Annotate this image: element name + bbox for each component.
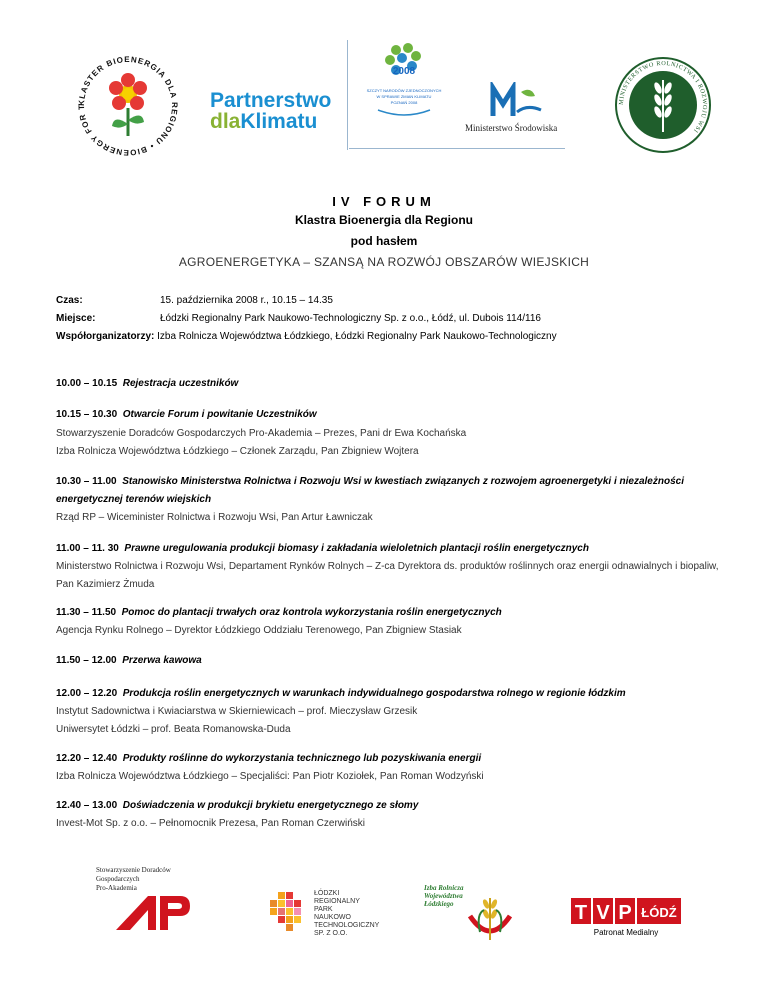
proakademia-line-1: Stowarzyszenie Doradców [96,866,171,874]
session-detail: Stowarzyszenie Doradców Gospodarczych Pro-Akademia – Prezes, Pani dr Ewa Kochańska [56,428,467,439]
czas-label: Czas: [56,295,83,306]
session-time: 11.50 – 12.00 [56,655,117,666]
session-name-cont: energetycznej terenów wiejskich [56,494,212,505]
wspolorganizatorzy-label: Współorganizatorzy: [56,331,155,342]
svg-text:P: P [618,902,632,924]
session-name: Prawne uregulowania produkcji biomasy i zakładania wieloletnich plantacji roślin energetycznych [124,543,589,554]
session-name: Rejestracja uczestników [122,378,239,389]
session-name: Otwarcie Forum i powitanie Uczestników [122,409,317,420]
proakademia-line-2: Gospodarczych [96,875,140,883]
cop-line-3: POZNAŃ 2008 [390,100,418,105]
session-time: 11.00 – 11. 30 [56,543,119,554]
miejsce-value: Łódzki Regionalny Park Naukowo-Technologiczny Sp. z o.o., Łódź, ul. Dubois 114/116 [160,313,541,324]
session-detail: Pan Kazimierz Żmuda [56,579,155,590]
cop-year: 2008 [392,66,416,77]
session-detail: Uniwersytet Łódzki – prof. Beata Romanowska-Duda [56,724,291,735]
miejsce-label: Miejsce: [56,313,96,324]
header-divider-vertical [347,40,348,150]
session-7 [56,688,626,699]
session-detail: Rząd RP – Wiceminister Rolnictwa i Rozwoju Wsi, Pan Artur Ławniczak [56,512,373,523]
tvp-lodz-label: ŁÓDŹ [641,905,677,920]
klaster-bioenergia-logo [74,52,182,160]
wspolorganizatorzy-row [56,331,557,342]
session-name: Produkcja roślin energetycznych w warunkach indywidualnego gospodarstwa rolnego w regionie łódzkim [122,688,626,699]
svg-text:V: V [596,902,610,924]
cop-line-1: SZCZYT NARODÓW ZJEDNOCZONYCH [366,88,442,93]
session-detail: Izba Rolnicza Województwa Łódzkiego – Członek Zarządu, Pan Zbigniew Wojtera [56,446,419,457]
session-8 [56,753,481,764]
cluster-name: Klastra Bioenergia dla Regionu [294,213,474,227]
cop14-poznan-logo [356,40,452,130]
cop-line-2: W SPRAWIE ZMIAN KLIMATU [376,94,432,99]
session-3 [56,476,684,487]
lrpnt-line-3: NAUKOWO [314,914,351,921]
session-name: Przerwa kawowa [122,655,202,666]
session-detail: Agencja Rynku Rolnego – Dyrektor Łódzkiego Oddziału Terenowego, Pan Zbigniew Stasiak [56,625,462,636]
session-detail: Izba Rolnicza Województwa Łódzkiego – Specjaliści: Pan Piotr Koziołek, Pan Roman Wodzyński [56,771,484,782]
ministerstwo-rolnictwa-logo [614,56,712,154]
session-detail: Instytut Sadownictwa i Kwiaciarstwa w Skierniewicach – prof. Mieczysław Grzesik [56,706,418,717]
mrirw-ring-text: MINISTERSTWO ROLNICTWA I ROZWOJU WSI [617,59,709,135]
partnerstwo-text: Partnerstwo [210,89,332,112]
svg-text:T: T [574,902,588,924]
wspolorganizatorzy-value: Izba Rolnicza Województwa Łódzkiego, Łódzki Regionalny Park Naukowo-Technologiczny [157,331,557,342]
svg-text:KLASTER BIOENERGIA DLA REGIONU [74,52,179,157]
session-detail: Invest-Mot Sp. z o.o. – Pełnomocnik Prezesa, Pan Roman Czerwiński [56,818,366,829]
partnerstwo-dla-klimatu-logo [210,90,340,134]
session-time: 10.30 – 11.00 [56,476,117,487]
session-3-cont [56,494,211,505]
session-6 [56,655,202,666]
lrpnt-line-4: TECHNOLOGICZNY [314,922,380,929]
session-time: 12.40 – 13.00 [56,800,118,811]
session-2 [56,409,317,420]
session-name: Produkty roślinne do wykorzystania technicznego lub pozyskiwania energii [122,753,482,764]
patronat-medialny: Patronat Medialny [593,928,659,937]
lrpnt-line-2: REGIONALNY PARK [314,898,360,913]
session-1 [56,378,238,389]
session-time: 12.20 – 12.40 [56,753,118,764]
lrpnt-line-1: ŁÓDZKI [314,890,340,897]
session-4 [56,543,589,554]
klaster-logo-text: KLASTER BIOENERGIA DLA REGIONU • BIOENERGY FOR T [76,54,180,158]
czas-value: 15. października 2008 r., 10.15 – 14.35 [160,295,333,306]
izba-line-2: Województwa [424,892,463,900]
izba-rolnicza-logo [424,884,528,946]
motto-label: pod hasłem [350,234,418,248]
forum-title: IV FORUM [332,194,436,209]
klimatu-text: Klimatu [240,110,318,133]
izba-line-1: Izba Rolnicza [424,884,464,892]
izba-line-3: Łódzkiego [424,900,454,908]
lrpnt-line-5: SP. Z O.O. [314,930,348,937]
session-name: Doświadczenia w produkcji brykietu energetycznego ze słomy [122,800,419,811]
pro-akademia-logo [96,866,192,932]
ministerstwo-srodowiska-logo [465,82,565,138]
session-time: 10.00 – 10.15 [56,378,118,389]
session-time: 11.30 – 11.50 [56,607,117,618]
session-detail: Ministerstwo Rolnictwa i Rozwoju Wsi, Departament Rynków Rolnych – Z-ca Dyrektora ds. produktów roślinnych oraz energii odnawialnych i biopaliw, [56,561,719,572]
header-divider-horizontal [349,148,565,149]
session-name: Pomoc do plantacji trwałych oraz kontrola wykorzystania roślin energetycznych [121,607,502,618]
dla-text: dla [210,110,241,133]
session-time: 10.15 – 10.30 [56,409,118,420]
session-name: Stanowisko Ministerstwa Rolnictwa i Rozwoju Wsi w kwestiach związanych z rozwojem agroenergetyki i niezależności [122,476,684,487]
motto: AGROENERGETYKA – SZANSĄ NA ROZWÓJ OBSZARÓW WIEJSKICH [178,255,590,269]
proakademia-line-3: Pro-Akademia [96,884,137,892]
lrpnt-logo [270,890,380,940]
session-9 [56,800,418,811]
session-5 [56,607,502,618]
session-time: 12.00 – 12.20 [56,688,118,699]
ministerstwo-srodowiska-label: Ministerstwo Środowiska [465,123,558,133]
